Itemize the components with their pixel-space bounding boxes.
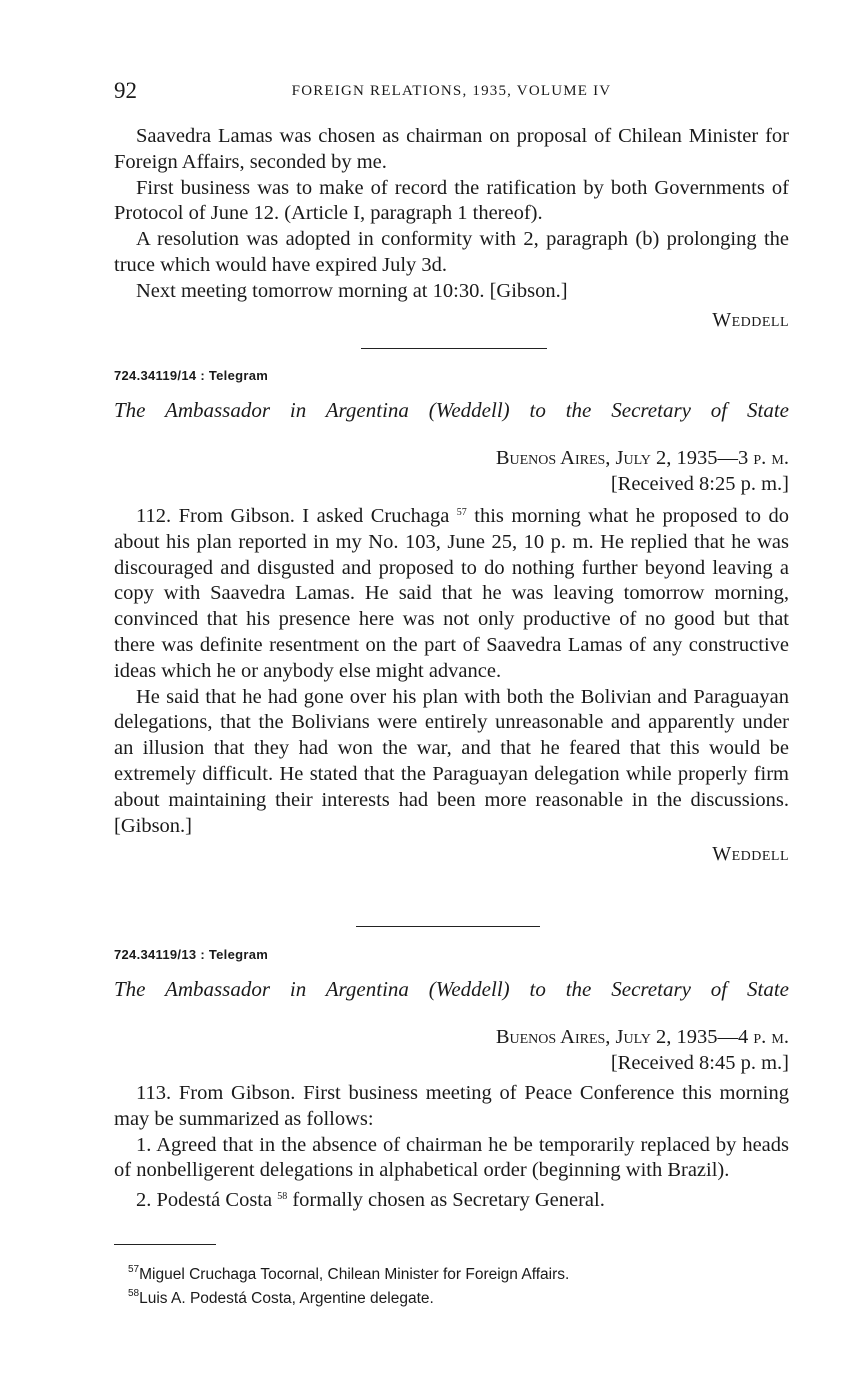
section-continued (114, 124, 789, 334)
page-header (114, 78, 789, 108)
paragraph: 112. From Gibson. I asked Cruchaga $^{57}$ this morning what he proposed to do about his plan reported in my No. 103, June 25, 10 p. m. He replied that he was discouraged and disgusted and proposed to do nothing further beyond leaving a copy with Saavedra Lamas. He said that he was leaving tomorrow morning, convinced that his presence here was not only productive of no good but that there was definite resentment on the part of Saavedra Lamas of any constructive ideas which he or anybody else might advance. (114, 505, 789, 682)
telegram-body (114, 1081, 789, 1214)
footnote-ref: 57 (456, 507, 467, 518)
footnote-divider (114, 1244, 216, 1245)
dateline-text: Buenos Aires, July 2, 1935—3 p. m. (495, 447, 789, 469)
telegram-body (114, 500, 789, 869)
paragraph: 2. Podestá Costa $^{58}$ formally chosen as Secretary General. (136, 1189, 605, 1212)
running-title: FOREIGN RELATIONS, 1935, VOLUME IV (291, 83, 612, 99)
section-divider (356, 926, 540, 927)
signature: Weddell (712, 843, 789, 866)
page-number: 92 (114, 78, 137, 103)
section-divider (361, 348, 547, 349)
footnote: $^{57}$Miguel Cruchaga Tocornal, Chilean Minister for Foreign Affairs. (128, 1264, 570, 1283)
paragraph: 1. Agreed that in the absence of chairman he be temporarily replaced by heads of nonbelligerent delegations in alphabetical order (beginning with Brazil). (114, 1133, 789, 1182)
dateline-text: Buenos Aires, July 2, 1935—4 p. m. (495, 1026, 789, 1048)
dateline (496, 1025, 789, 1077)
footnotes (114, 1261, 789, 1308)
paragraph: Saavedra Lamas was chosen as chairman on proposal of Chilean Minister for Foreign Affairs, seconded by me. (114, 125, 789, 173)
document-title: The Ambassador in Argentina (Weddell) to the Secretary of State (114, 977, 789, 1001)
received-time: [Received 8:45 p. m.] (610, 1051, 789, 1074)
paragraph: 113. From Gibson. First business meeting of Peace Conference this morning may be summarized as follows: (114, 1082, 789, 1130)
paragraph: He said that he had gone over his plan with both the Bolivian and Paraguayan delegations, that the Bolivians were entirely unreasonable and apparently under an illusion that they had won the war, and that he feared that this would be extremely difficult. He stated that the Paraguayan delegation while properly firm about maintaining their interests had been more reasonable in the discussions. [Gibson.] (114, 685, 789, 837)
signature: Weddell (712, 308, 789, 331)
paragraph: A resolution was adopted in conformity with 2, paragraph (b) prolonging the truce which would have expired July 3d. (114, 228, 789, 276)
received-time: [Received 8:25 p. m.] (610, 472, 789, 495)
document-title: The Ambassador in Argentina (Weddell) to the Secretary of State (114, 398, 789, 422)
footnote: $^{58}$Luis A. Podestá Costa, Argentine delegate. (128, 1287, 434, 1307)
paragraph: Next meeting tomorrow morning at 10:30. [Gibson.] (136, 279, 568, 302)
file-number: 724.34119/13 : Telegram (114, 947, 269, 962)
dateline (496, 446, 789, 498)
footnote-ref: 58 (277, 1191, 288, 1203)
file-number: 724.34119/14 : Telegram (114, 368, 269, 383)
paragraph: First business was to make of record the ratification by both Governments of Protocol of June 12. (Article I, paragraph 1 thereof). (114, 176, 789, 225)
